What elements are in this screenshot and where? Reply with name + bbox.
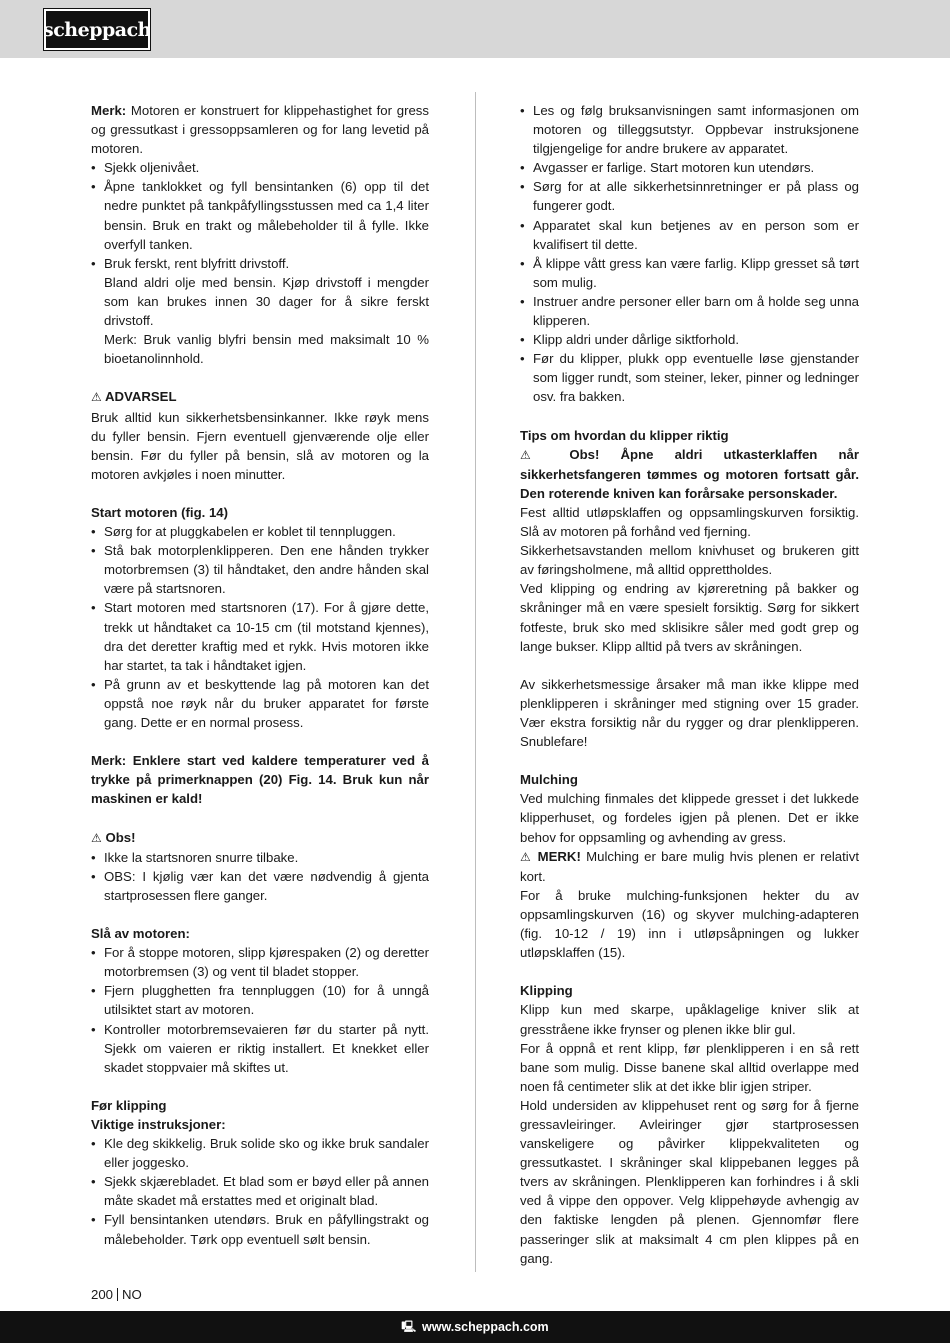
mulch-note: [520, 847, 859, 886]
website-link[interactable]: www.scheppach.com: [422, 1320, 549, 1334]
obs-list: [91, 848, 429, 905]
paragraph: Ved klipping og endring av kjøreretning på bakker og skråninger må en være spesielt forsiktig. Sørg for sikkert fotfeste, bruk sko med sklisikre såler med godt grep og lange bukser. Klipp alltid på tvers av skråningen.: [520, 581, 859, 654]
tips-warning-text: Obs! Åpne aldri utkasterklaffen når sikkerhetsfangeren tømmes og motoren fortsatt går. Den roterende kniven kan forårsake personskader.: [520, 446, 859, 501]
merk-paragraph: [91, 101, 429, 158]
list-item: • Sørg for at alle sikkerhetsinnretninger er på plass og fungerer godt.: [520, 177, 859, 215]
list-item: • Klipp aldri under dårlige siktforhold.: [520, 330, 859, 349]
obs-heading: [91, 828, 429, 848]
warning-title: ADVARSEL: [104, 389, 177, 405]
merk-text: Mulching er bare mulig hvis plenen er relativt kort.: [520, 848, 859, 884]
list-item: • Sjekk skjærebladet. Et blad som er bøyd eller på annen måte skadet må erstattes med et originalt blad.: [91, 1172, 429, 1210]
warning-icon: ⚠: [520, 447, 549, 462]
merk-text: Motoren er konstruert for klippehastighet for gress og gressutkast i gressoppsamleren og for lang levetid på motoren.: [91, 103, 429, 157]
scheppach-logo: [44, 9, 150, 50]
paragraph: Fest alltid utløpsklaffen og oppsamlingskurven forsiktig. Slå av motoren på forhånd ved fjerning.: [520, 504, 859, 540]
warning-icon: ⚠: [91, 390, 102, 405]
paragraph: For å bruke mulching-funksjonen hekter du av oppsamlingskurven (16) og skyver mulching-adapteren (fig. 10-12 / 19) inn i utløpsåpningen og lukker utløpsklaffen (15).: [520, 887, 859, 961]
fuel-note: Merk: Bruk vanlig blyfri bensin med maksimalt 10 % bioetanolinnhold.: [104, 332, 429, 367]
fuel-note: Bland aldri olje med bensin. Kjøp drivstoff i mengder som kan brukes innen 30 dager for å sikre ferskt drivstoff.: [104, 274, 429, 329]
list-item: • Instruer andre personer eller barn om å holde seg unna klipperen.: [520, 292, 859, 330]
warning-text: Bruk alltid kun sikkerhetsbensinkanner. Ikke røyk mens du fyller bensin. Fjern eventuell gjenværende olje eller bensin. Før du fyller på bensin, slå av motoren og la motoren avkjøles i noen minutter.: [91, 409, 429, 482]
list-item: • Les og følg bruksanvisningen samt informasjonen om motoren og tilleggsutstyr. Oppbevar instruksjonene tilgjengelige for andre brukere av apparatet.: [520, 101, 859, 158]
merk-label: MERK!: [537, 848, 581, 864]
before-list: [91, 1134, 429, 1249]
paragraph: Av sikkerhetsmessige årsaker må man ikke klippe med plenklipperen i skråninger med stigning over 15 grader. Vær ekstra forsiktig når du rygger og drar plenklipperen. Snublefare!: [520, 676, 859, 750]
stop-list: [91, 943, 429, 1077]
section-heading: Før klipping: [91, 1097, 167, 1113]
list-item: • Avgasser er farlige. Start motoren kun utendørs.: [520, 158, 859, 177]
list-item: • Fyll bensintanken utendørs. Bruk en påfyllingstrakt og målebeholder. Tørk opp eventuell sølt bensin.: [91, 1210, 429, 1248]
language-code: NO: [122, 1287, 142, 1302]
list-item: • For å stoppe motoren, slipp kjørespaken (2) og deretter motorbremsen (3) og vent til bladet stopper.: [91, 943, 429, 981]
paragraph: Hold undersiden av klippehuset rent og sørg for å fjerne gressavleiringer. Avleiringer gjør startprosessen vanskeligere og påvirker klippekvaliteten og gressutkastet. I skråninger skal klippebanen legges på tvers av skråningen. Plenklipperen kan forhindres i å skli ved å vippe den oppover. Velg klippehøyde avhengig av den faktiske lengden på plenen. Gjennomfør flere passeringer slik at maksimalt 4 cm plen klippes på en gang.: [520, 1097, 859, 1266]
list-item: • Bruk ferskt, rent blyfritt drivstoff.: [91, 254, 429, 273]
fuel-list: [91, 158, 429, 273]
section-heading: Tips om hvordan du klipper riktig: [520, 427, 729, 443]
page-separator: [117, 1288, 118, 1301]
warning-icon: ⚠: [91, 830, 102, 845]
logo-text: scheppach: [43, 18, 151, 41]
page-number-value: 200: [91, 1287, 114, 1302]
right-column: [520, 101, 859, 1268]
list-item: • Sjekk oljenivået.: [91, 158, 429, 177]
start-list: [91, 522, 429, 732]
column-divider: [475, 92, 476, 1272]
list-item: • Fjern plugghetten fra tennpluggen (10) for å unngå utilsiktet start av motoren.: [91, 981, 429, 1019]
safety-list: [520, 101, 859, 407]
header-band: [0, 0, 950, 58]
tips-warning: [520, 445, 859, 503]
list-item: • På grunn av et beskyttende lag på motoren kan det oppstå noe røyk når du bruker apparatet for første gang. Dette er en normal prosess.: [91, 675, 429, 732]
warning-heading: [91, 387, 429, 407]
list-item: • Start motoren med startsnoren (17). For å gjøre dette, trekk ut håndtaket ca 10-15 cm (til motstand kjennes), dra det deretter kraftig med et rykk. Hvis motoren ikke har startet, ta tak i håndtaket igjen.: [91, 598, 429, 674]
list-item: • Stå bak motorplenklipperen. Den ene hånden trykker motorbremsen (3) til håndtaket, den andre hånden skal være på startsnoren.: [91, 541, 429, 598]
warning-icon: ⚠: [520, 849, 533, 864]
merk-label: Merk:: [91, 103, 127, 118]
left-column: [91, 101, 429, 1249]
list-item: • Å klippe vått gress kan være farlig. Klipp gresset så tørt som mulig.: [520, 254, 859, 292]
section-heading: Mulching: [520, 772, 578, 788]
bold-note: Merk: Enklere start ved kaldere temperaturer ved å trykke på primerknappen (20) Fig. 14. Bruk kun når maskinen er kald!: [91, 753, 429, 807]
footer-band: [0, 1311, 950, 1343]
list-item: • Apparatet skal kun betjenes av en person som er kvalifisert til dette.: [520, 216, 859, 254]
subsection-heading: Viktige instruksjoner:: [91, 1116, 226, 1132]
list-item: • OBS: I kjølig vær kan det være nødvendig å gjenta startprosessen flere ganger.: [91, 867, 429, 905]
list-item: • Åpne tanklokket og fyll bensintanken (6) opp til det nedre punktet på tankpåfyllingsstussen med ca 1,4 liter bensin. Bruk en trakt og målebeholder til å fylle. Ikke overfyll tanken.: [91, 177, 429, 253]
list-item: • Kle deg skikkelig. Bruk solide sko og ikke bruk sandaler eller joggesko.: [91, 1134, 429, 1172]
list-item: • Ikke la startsnoren snurre tilbake.: [91, 848, 429, 867]
section-heading: Start motoren (fig. 14): [91, 504, 229, 520]
computer-icon: 🖳: [401, 1320, 417, 1333]
section-heading: Klipping: [520, 983, 573, 999]
obs-title: Obs!: [105, 829, 136, 845]
page-number: [91, 1287, 142, 1302]
list-item: • Kontroller motorbremsevaieren før du starter på nytt. Sjekk om vaieren er riktig installert. Et knekket eller skadet stoppvaier må skiftes ut.: [91, 1020, 429, 1077]
list-item: • Sørg for at pluggkabelen er koblet til tennpluggen.: [91, 522, 429, 541]
paragraph: Klipp kun med skarpe, upåklagelige kniver slik at gresstråene ikke frynser og plenen ikke blir gul.: [520, 1002, 859, 1037]
paragraph: For å oppnå et rent klipp, før plenklipperen i en så rett bane som mulig. Disse banene skal alltid overlappe med noen få centimeter slik at det ikke blir igjen striper.: [520, 1040, 859, 1094]
list-item: • Før du klipper, plukk opp eventuelle løse gjenstander som ligger rundt, som steiner, leker, pinner og ledninger osv. fra bakken.: [520, 349, 859, 406]
section-heading: Slå av motoren:: [91, 926, 190, 942]
paragraph: Ved mulching finmales det klippede gresset i det lukkede klipperhuset, og fordeles igjen på plenen. Det er ikke behov for oppsamling og avhending av gress.: [520, 791, 859, 845]
paragraph: Sikkerhetsavstanden mellom knivhuset og brukeren gitt av føringsholmene, må alltid opprettholdes.: [520, 543, 859, 578]
